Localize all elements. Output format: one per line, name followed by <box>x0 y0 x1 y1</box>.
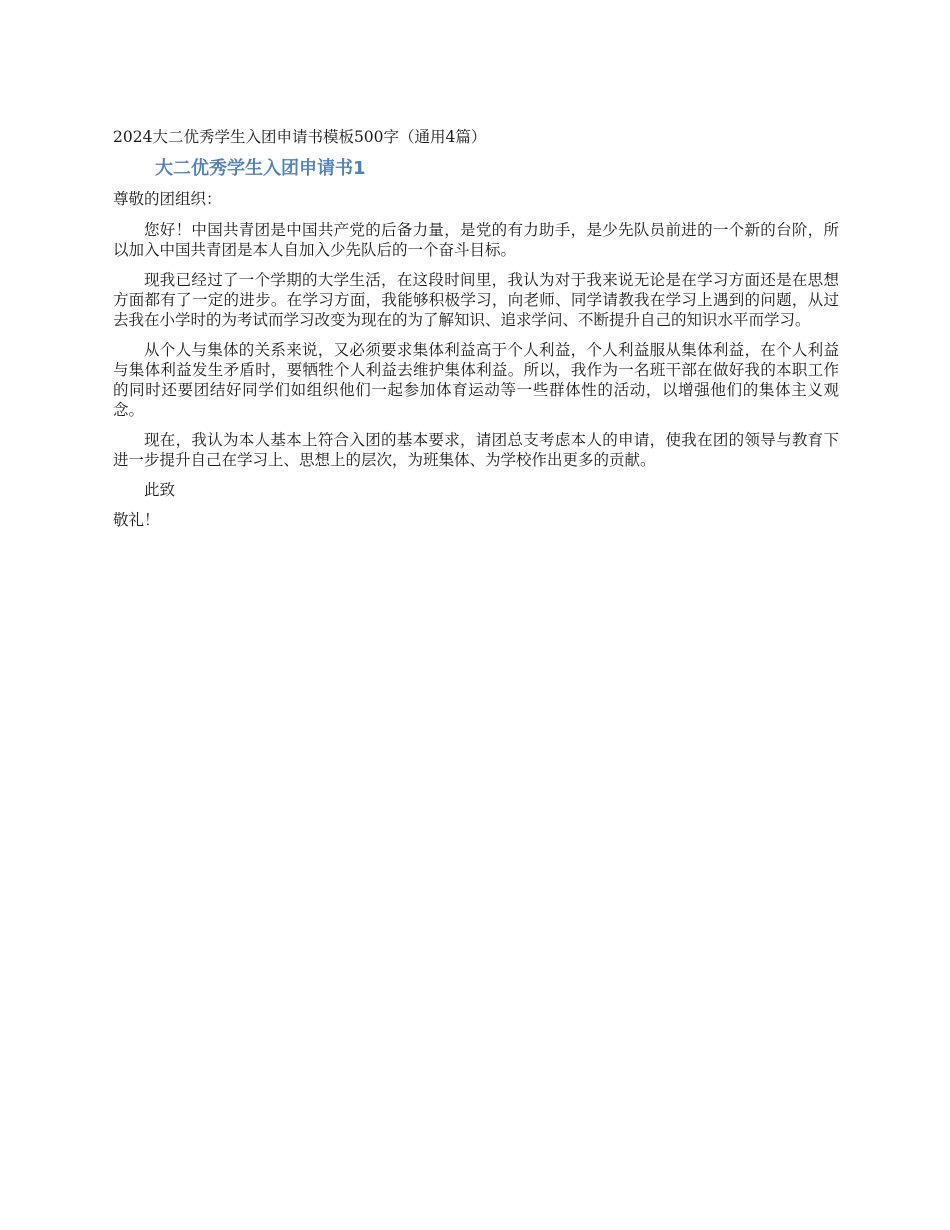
salutation: 尊敬的团组织： <box>113 190 222 208</box>
paragraph-1: 您好！中国共青团是中国共产党的后备力量，是党的有力助手，是少先队员前进的一个新的台阶，所以加入中国共青团是本人自加入少先队后的一个奋斗目标。 <box>113 221 839 259</box>
paragraph-2: 现我已经过了一个学期的大学生活，在这段时间里，我认为对于我来说无论是在学习方面还是在思想方面都有了一定的进步。在学习方面，我能够积极学习，向老师、同学请教我在学习上遇到的问题，从过去我在小学时的为考试而学习改变为现在的为了解知识、追求学问、不断提升自己的知识水平而学习。 <box>113 271 839 329</box>
regards-line: 敬礼！ <box>113 511 160 529</box>
paragraph-3: 从个人与集体的关系来说，又必须要求集体利益高于个人利益，个人利益服从集体利益，在个人利益与集体利益发生矛盾时，要牺牲个人利益去维护集体利益。所以，我作为一名班干部在做好我的本职工作的同时还要团结好同学们如组织他们一起参加体育运动等一些群体性的活动，以增强他们的集体主义观念。 <box>113 341 839 419</box>
closing-line: 此致 <box>144 481 176 499</box>
paragraph-4: 现在，我认为本人基本上符合入团的基本要求，请团总支考虑本人的申请，使我在团的领导与教育下进一步提升自己在学习上、思想上的层次，为班集体、为学校作出更多的贡献。 <box>113 431 839 469</box>
section-heading: 大二优秀学生入团申请书1 <box>155 158 366 179</box>
document-page <box>113 126 839 540</box>
document-title: 2024大二优秀学生入团申请书模板500字（通用4篇） <box>113 128 487 146</box>
